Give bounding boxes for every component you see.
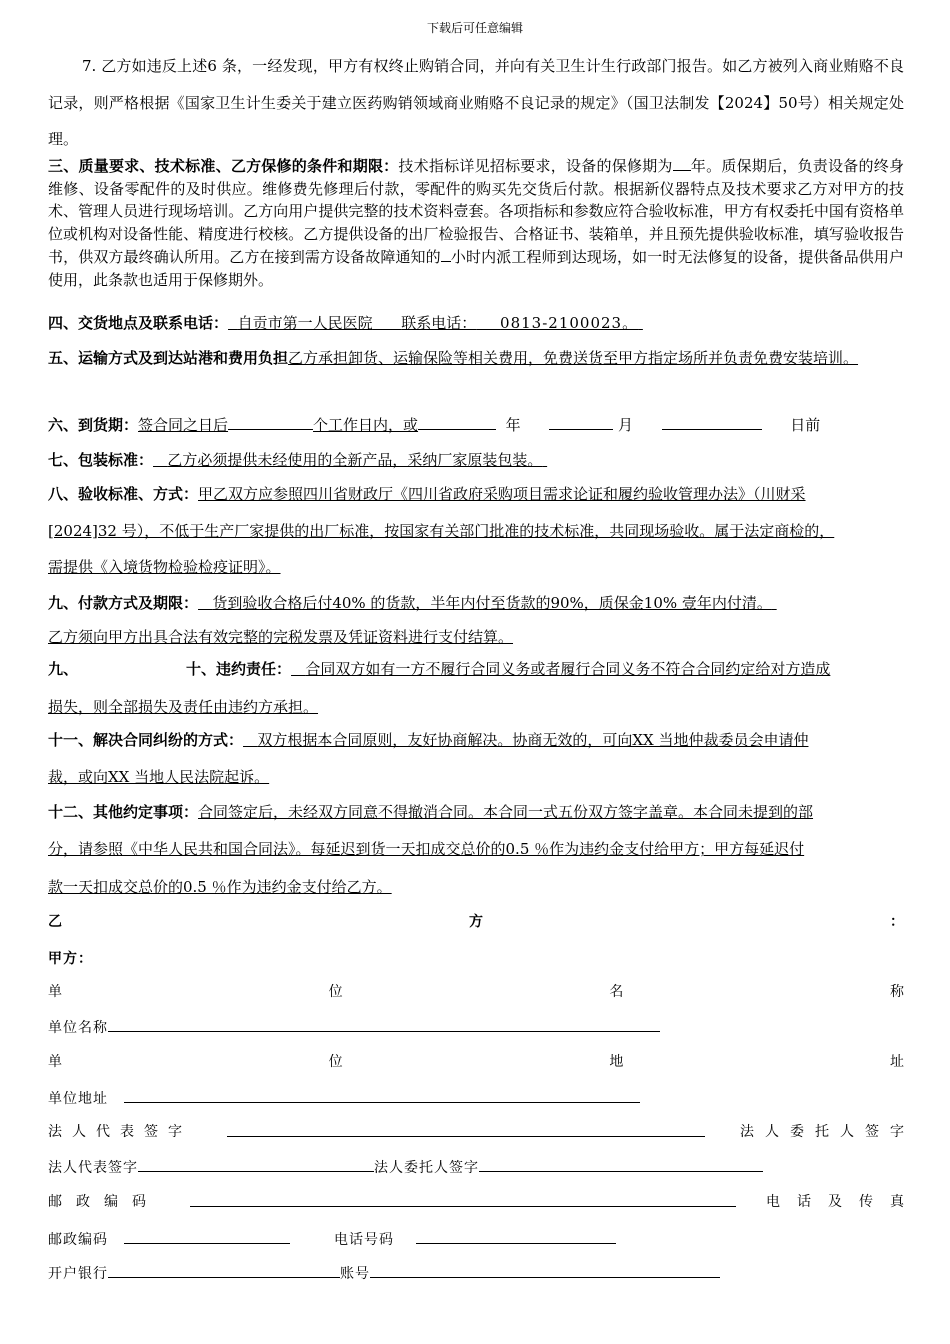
postcode-row-a — [48, 1191, 921, 1211]
section-12-line-2: 分，请参照《中华人民共和国合同法》。每延迟到货一天扣成交总价的0.5 ％作为违约金支付给甲方；甲方每延迟付 — [48, 840, 805, 858]
section-12-line-2-row — [48, 838, 904, 859]
bank-row — [48, 1263, 720, 1283]
section-3-text-a: 技术指标详见招标要求，设备的保修期为 — [398, 157, 673, 175]
section-10-line-2: 损失，则全部损失及责任由违约方承担。 — [48, 698, 319, 716]
section-4-label: 四、交货地点及联系电话： — [48, 314, 229, 332]
section-8-line-2: [2024]32 号），不低于生产厂家提供的出厂标准，按国家有关部门批准的技术标准，共同现场验收。属于法定商检的， — [48, 522, 835, 540]
section-10-prefix: 九、 — [48, 660, 79, 678]
section-7-packaging — [48, 449, 904, 470]
section-9-line-2-row — [48, 626, 904, 647]
section-9-payment — [48, 592, 904, 613]
unit-name-label: 单位名称 — [48, 1020, 108, 1036]
legal-rep-field-b[interactable] — [138, 1157, 374, 1172]
unit-name-spread — [48, 981, 904, 1001]
unit-name-char-4: 称 — [889, 984, 904, 1000]
account-label: 账号 — [340, 1266, 370, 1282]
postcode-field-b[interactable] — [124, 1229, 290, 1244]
unit-name-row — [48, 1017, 660, 1037]
phone-fax-label: 电话及传真 — [766, 1194, 921, 1210]
section-8-line-2-row — [48, 520, 904, 541]
account-field[interactable] — [370, 1263, 720, 1278]
legal-agent-label-b: 法人委托人签字 — [374, 1160, 479, 1176]
unit-name-char-2: 位 — [328, 984, 343, 1000]
section-9-line-2: 乙方须向甲方出具合法有效完整的完税发票及凭证资料进行支付结算。 — [48, 628, 514, 646]
section-4-value — [228, 314, 643, 332]
legal-rep-label-b: 法人代表签字 — [48, 1160, 138, 1176]
unit-address-spread — [48, 1051, 904, 1071]
section-12-label: 十二、其他约定事项： — [48, 803, 199, 821]
section-11-line-2: 裁，或向XX 当地人民法院起诉。 — [48, 768, 270, 786]
delivery-text-1: 签合同之日后 — [138, 416, 229, 434]
section-10-label: 十、违约责任： — [186, 660, 292, 678]
section-11-value — [243, 731, 808, 749]
party-a-heading: 甲方： — [48, 951, 93, 967]
section-7-value — [153, 451, 547, 469]
year-label: 年 — [505, 416, 521, 434]
postcode-label-b: 邮政编码 — [48, 1232, 108, 1248]
unit-name-char-3: 名 — [609, 984, 624, 1000]
postcode-label-a: 邮政编码 — [48, 1194, 160, 1210]
section-11-line-2-row — [48, 766, 904, 787]
section-12-other — [48, 801, 904, 822]
signature-row-a — [48, 1121, 915, 1141]
party-b-heading — [48, 911, 904, 931]
warranty-years-blank — [673, 154, 691, 171]
party-b-char-3: ： — [890, 914, 904, 930]
day-blank — [662, 413, 762, 430]
section-8-line-3-row — [48, 556, 904, 577]
page-header: 下载后可任意编辑 — [426, 21, 523, 35]
section-5-label: 五、运输方式及到达站港和费用负担 — [48, 349, 289, 367]
section-3-quality — [48, 154, 904, 291]
section-5-text: 乙方承担卸货、运输保险等相关费用，免费送货至甲方指定场所并负责免费安装培训。 — [288, 349, 859, 367]
section-7-text: 乙方必须提供未经使用的全新产品，采纳厂家原装包装。 — [167, 451, 543, 469]
legal-rep-label-a: 法人代表签字 — [48, 1124, 192, 1140]
section-10-line-2-row — [48, 696, 904, 717]
party-b-char-2: 方 — [469, 914, 483, 930]
bank-label: 开户银行 — [48, 1266, 108, 1282]
clause-7: 7. 乙方如违反上述6 条，一经发现，甲方有权终止购销合同，并向有关卫生计生行政部门报告。如乙方被列入商业贿赂不良记录，则严格根据《国家卫生计生委关于建立医药购销领域商业贿赂不良记录的规定》（国卫法制发【2024】50号）相关规定处理。 — [48, 57, 904, 148]
response-hours-blank — [441, 245, 451, 262]
section-8-line-1: 甲乙双方应参照四川省财政厅《四川省政府采购项目需求论证和履约验收管理办法》（川财采 — [198, 485, 806, 503]
section-3-label: 三、质量要求、技术标准、乙方保修的条件和期限： — [48, 157, 399, 175]
section-10-line-1: 合同双方如有一方不履行合同义务或者履行合同义务不符合合同约定给对方造成 — [305, 660, 831, 678]
section-9-line-1: 货到验收合格后付40% 的货款，半年内付至货款的90%，质保金10% 壹年内付清。 — [212, 594, 772, 612]
section-5-transport — [48, 340, 904, 376]
section-4-delivery — [48, 312, 904, 333]
phone-number-label: 电话号码 — [333, 1232, 394, 1248]
month-label: 月 — [618, 416, 634, 434]
month-blank — [549, 413, 613, 430]
day-label: 日前 — [790, 416, 821, 434]
section-11-dispute — [48, 729, 904, 750]
days-blank — [228, 413, 313, 430]
unit-address-row — [48, 1088, 640, 1108]
section-12-line-3-row — [48, 876, 904, 897]
section-12-line-3: 款一天扣成交总价的0.5 ％作为违约金支付给乙方。 — [48, 878, 392, 896]
bank-field[interactable] — [108, 1263, 340, 1278]
phone-number-field[interactable] — [416, 1229, 616, 1244]
section-12-line-1: 合同签定后，未经双方同意不得撤消合同。本合同一式五份双方签字盖章。本合同未提到的部 — [198, 803, 814, 821]
legal-agent-field-b[interactable] — [479, 1157, 763, 1172]
section-11-label: 十一、解决合同纠纷的方式： — [48, 731, 244, 749]
phone-value: 0813-2100023。 — [500, 314, 639, 332]
section-9-label: 九、付款方式及期限： — [48, 594, 199, 612]
section-3-text-b: 年。质保期后，负责设备的终身维修、设备零配件的及时供应。维修费先修理后付款，零配件的购买先交货后付款。根据新仪器特点及技术要求乙方对甲方的技术、管理人员进行现场培训。乙方向用户提供完整的技术资料壹套。各项指标和参数应符合验收标准，甲方有权委托中国有资格单位或机构对设备性能、精度进行校核。乙方提供设备的出厂检验报告、合格证书、装箱单，并且预先提供验收标准，填写验收报告书，供双方最终确认所用。乙方在接到需方设备故障通知的 — [48, 157, 904, 266]
signature-row-b — [48, 1157, 763, 1177]
legal-agent-label-a: 法人委托人签字 — [740, 1124, 915, 1140]
section-6-delivery-date — [48, 413, 904, 435]
section-8-label: 八、验收标准、方式： — [48, 485, 199, 503]
section-9-value — [198, 594, 777, 612]
section-7-label: 七、包装标准： — [48, 451, 154, 469]
unit-name-field[interactable] — [108, 1017, 660, 1032]
unit-addr-field[interactable] — [124, 1088, 640, 1103]
unit-addr-char-2: 位 — [328, 1054, 343, 1070]
unit-addr-char-4: 址 — [889, 1054, 904, 1070]
delivery-text-2: 个工作日内，或 — [313, 416, 419, 434]
legal-rep-field-a[interactable] — [227, 1121, 705, 1137]
section-3-text-c: 小时内派工程师到达现场，如一时无法修复的设备，提供备品供用户使用，此条款也适用于保修期外。 — [48, 248, 904, 289]
phone-label: 联系电话： — [401, 314, 477, 332]
section-8-acceptance — [48, 483, 904, 504]
section-11-line-1: 双方根据本合同原则，友好协商解决。协商无效的，可向XX 当地仲裁委员会申请仲 — [257, 731, 809, 749]
section-6-label: 六、到货期： — [48, 416, 139, 434]
unit-addr-char-1: 单 — [48, 1054, 62, 1070]
postcode-field-a[interactable] — [190, 1191, 736, 1207]
unit-name-char-1: 单 — [48, 984, 62, 1000]
section-10-liability — [48, 658, 904, 679]
unit-addr-char-3: 地 — [609, 1054, 624, 1070]
section-10-value — [291, 660, 830, 678]
year-blank — [418, 413, 496, 430]
party-b-char-1: 乙 — [48, 914, 62, 930]
unit-addr-label: 单位地址 — [48, 1091, 108, 1107]
postcode-row-b — [48, 1229, 616, 1249]
section-8-line-3: 需提供《入境货物检验检疫证明》。 — [48, 558, 281, 576]
delivery-place: 自贡市第一人民医院 — [237, 314, 373, 332]
